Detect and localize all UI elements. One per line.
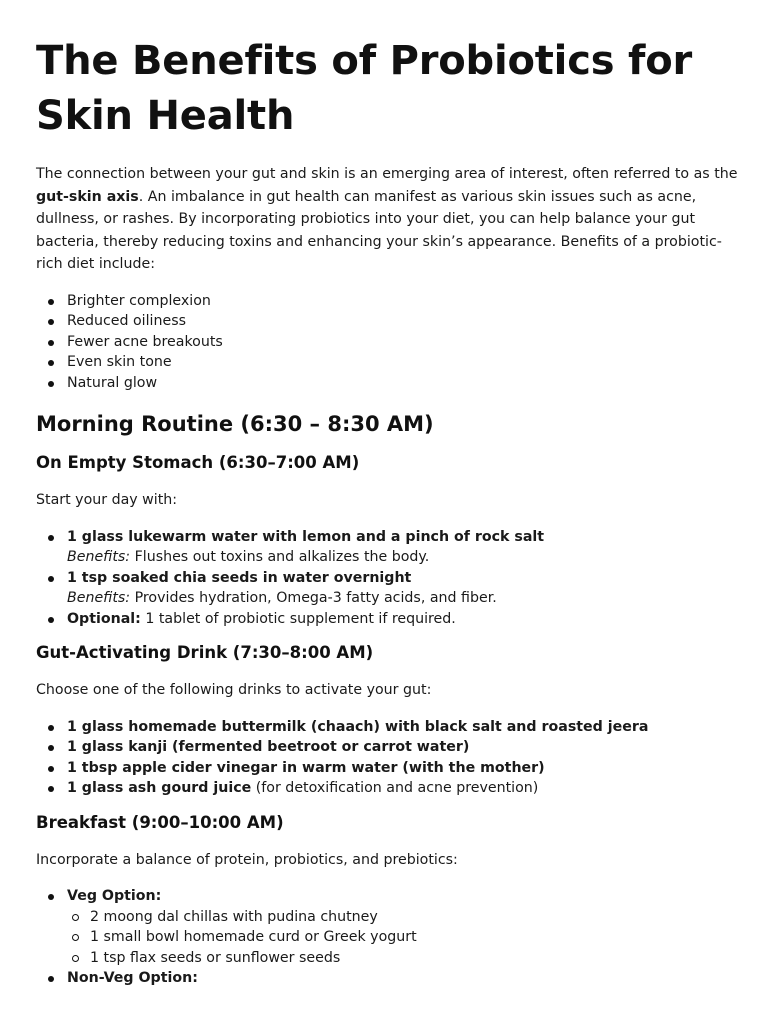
item-title: 1 glass ash gourd juice xyxy=(67,780,252,796)
empty-stomach-lead: Start your day with: xyxy=(36,492,178,508)
intro-paragraph xyxy=(36,163,742,276)
list-item: Reduced oiliness xyxy=(36,311,742,332)
item-benefits xyxy=(67,547,742,568)
empty-stomach-heading: On Empty Stomach (6:30–7:00 AM) xyxy=(36,453,360,472)
list-item: Fewer acne breakouts xyxy=(36,332,742,353)
item-title: Optional: xyxy=(67,610,141,627)
list-item: Even skin tone xyxy=(36,352,742,373)
intro-text-start: The connection between your gut and skin is an emerging area of interest, often referred to as the xyxy=(36,166,738,182)
sub-list-item: 1 small bowl homemade curd or Greek yogurt xyxy=(67,927,742,948)
benefits-text: Flushes out toxins and alkalizes the body. xyxy=(130,549,430,565)
benefits-text: Provides hydration, Omega-3 fatty acids, and fiber. xyxy=(130,590,497,606)
nonveg-option-label: Non-Veg Option: xyxy=(67,970,198,986)
list-item xyxy=(36,568,742,609)
list-item xyxy=(36,717,742,738)
gut-drink-list xyxy=(36,717,742,799)
benefits-label: Benefits: xyxy=(67,590,131,606)
list-item xyxy=(36,886,742,968)
morning-routine-heading: Morning Routine (6:30 – 8:30 AM) xyxy=(36,412,434,436)
page-title: The Benefits of Probiotics for Skin Health xyxy=(36,38,693,139)
list-item: Natural glow xyxy=(36,373,742,394)
list-item xyxy=(36,968,742,989)
sub-list-item: 2 moong dal chillas with pudina chutney xyxy=(67,907,742,928)
breakfast-heading: Breakfast (9:00–10:00 AM) xyxy=(36,812,284,832)
intro-text-end: . An imbalance in gut health can manifest as various skin issues such as acne, dullness, or rashes. By incorporating probiotics into your diet, you can help balance your gut bacteria, thereby reducing toxins and enhancing your skin’s appearance. Benefits of a probiotic-rich diet include: xyxy=(36,188,722,272)
veg-option-list xyxy=(67,907,742,969)
item-title: 1 glass homemade buttermilk (chaach) with black salt and roasted jeera xyxy=(67,718,649,735)
list-item xyxy=(36,737,742,758)
sub-list-item: 1 tsp flax seeds or sunflower seeds xyxy=(67,948,742,969)
breakfast-list xyxy=(36,886,742,989)
list-item xyxy=(36,758,742,779)
gut-drink-heading: Gut-Activating Drink (7:30–8:00 AM) xyxy=(36,643,374,662)
item-title: 1 glass kanji (fermented beetroot or carrot water) xyxy=(67,739,470,755)
item-benefits xyxy=(67,588,742,609)
list-item: Brighter complexion xyxy=(36,291,742,312)
intro-bold-term: gut-skin axis xyxy=(36,188,139,205)
breakfast-lead: Incorporate a balance of protein, probiotics, and prebiotics: xyxy=(36,851,458,868)
list-item xyxy=(36,778,742,799)
document-page xyxy=(36,0,742,989)
item-title: 1 tsp soaked chia seeds in water overnight xyxy=(67,569,412,586)
empty-stomach-list xyxy=(36,527,742,630)
veg-option-label: Veg Option: xyxy=(67,888,162,904)
item-text: 1 tablet of probiotic supplement if required. xyxy=(140,610,456,627)
list-item xyxy=(36,609,742,630)
list-item xyxy=(36,527,742,568)
gut-drink-lead: Choose one of the following drinks to activate your gut: xyxy=(36,682,432,698)
benefits-list xyxy=(36,291,742,394)
benefits-label: Benefits: xyxy=(67,549,131,565)
item-text: (for detoxification and acne prevention) xyxy=(251,780,539,796)
item-title: 1 tbsp apple cider vinegar in warm water (with the mother) xyxy=(67,759,545,776)
item-title: 1 glass lukewarm water with lemon and a pinch of rock salt xyxy=(67,528,545,545)
